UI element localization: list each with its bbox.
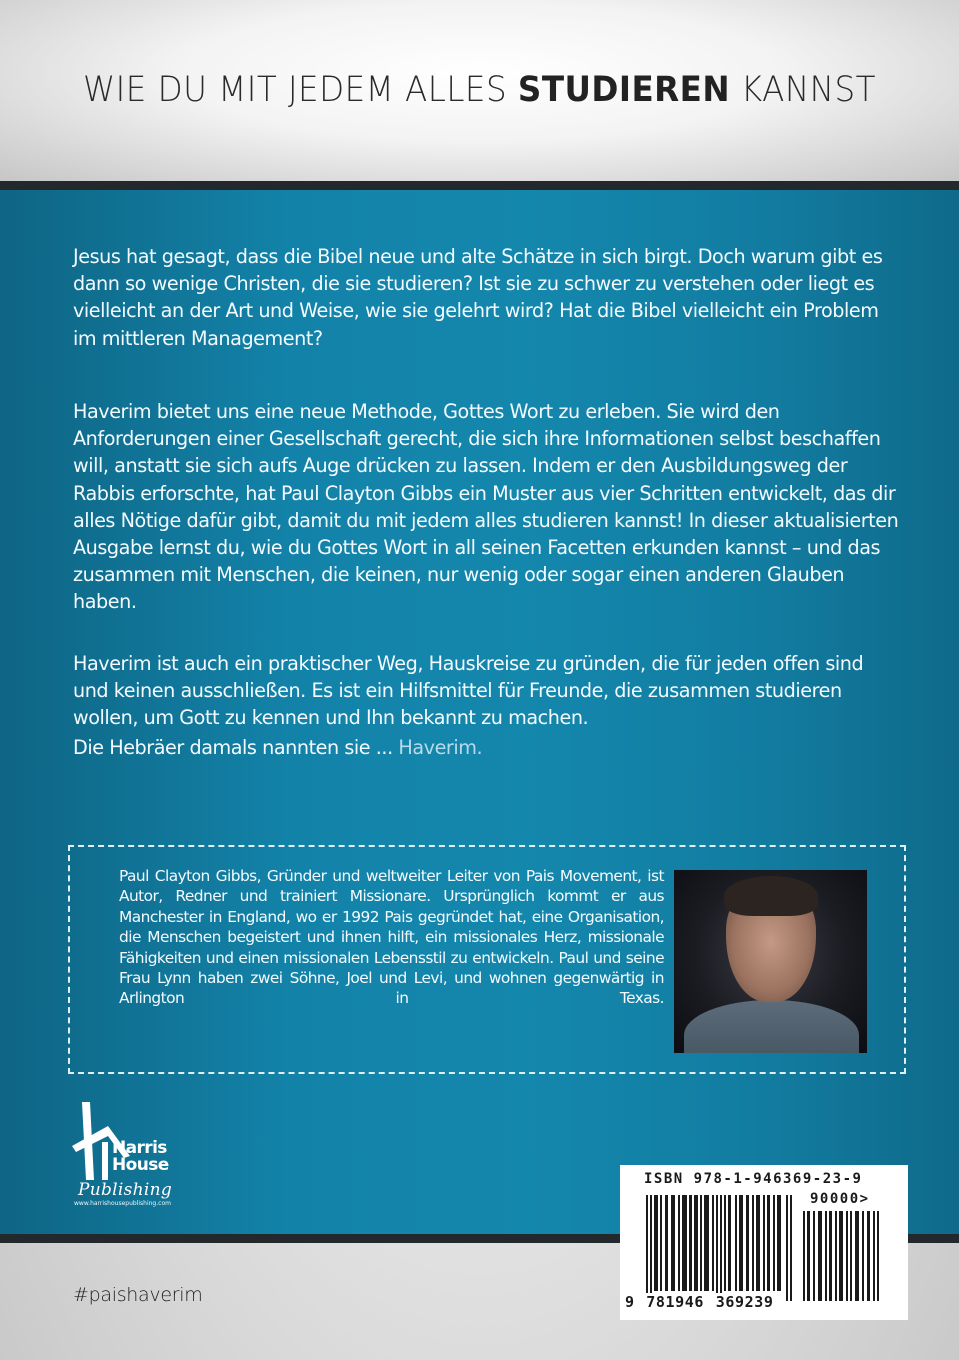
closing-highlight: Haverim. xyxy=(398,736,483,759)
publisher-name: Harris House xyxy=(112,1138,169,1175)
blurb-paragraph-2: Haverim bietet uns eine neue Methode, Gottes Wort zu erleben. Sie wird den Anforderungen einer Gesellschaft gerecht, die sich ihre Informationen selbst beschaffen will, anstatt sie sich aufs Auge drücken zu lassen. Indem er den Ausbildungsweg der Rabbis erforschte, hat Paul Clayton Gibbs ein Muster aus vier Schritten entwickelt, das dir alles Nötige dafür gibt, damit du mit jedem alles studieren kannst! In dieser aktualisierten Ausgabe lernst du, wie du Gottes Wort in all seinen Facetten erkunden kannst – und das zusammen mit Menschen, die keinen, nur wenig oder sogar einen anderen Glauben haben. xyxy=(73,400,899,614)
tagline-prefix: WIE DU MIT JEDEM ALLES xyxy=(83,70,518,110)
photo-hair xyxy=(724,876,818,916)
price-code: 90000> xyxy=(810,1191,870,1207)
blurb-paragraph-3: Haverim ist auch ein praktischer Weg, Hauskreise zu gründen, die für jeden offen sind und keinen ausschließen. Es ist ein Hilfsmittel für Freunde, die zusammen studieren wollen, um Gott zu kennen und Ihn bekannt zu machen. xyxy=(73,652,864,730)
author-bio: Paul Clayton Gibbs, Gründer und weltweiter Leiter von Pais Movement, ist Autor, Redner und trainiert Missionare. Ursprünglich kommt er aus Manchester in England, wo er 1992 Pais gegründet hat, eine Organisation, die Menschen begeistert und ihnen hilft, ein missionales Herz, missionale Fähigkeiten und einen missionalen Lebensstil zu entwickeln. Paul und seine Frau Lynn haben zwei Söhne, Joel und Levi, und wohnen gegenwärtig in Arlington in Texas. xyxy=(119,867,664,1008)
publisher-url: www.harrishousepublishing.com xyxy=(74,1200,171,1207)
isbn-label: ISBN 978-1-946369-23-9 xyxy=(644,1171,863,1187)
photo-shirt xyxy=(684,1000,859,1053)
cover-tagline xyxy=(34,70,926,110)
publisher-logo xyxy=(68,1100,208,1212)
isbn-barcode xyxy=(620,1165,908,1320)
author-photo xyxy=(674,870,867,1053)
publisher-subtitle: Publishing xyxy=(78,1180,173,1200)
barcode-bars-icon xyxy=(646,1195,792,1301)
hashtag: #paishaverim xyxy=(73,1284,203,1306)
barcode-addon-bars-icon xyxy=(803,1211,879,1301)
blurb-closing xyxy=(73,734,903,761)
closing-text: Die Hebräer damals nannten sie ... xyxy=(73,736,399,759)
tagline-emphasis: STUDIEREN xyxy=(517,70,731,110)
blurb-paragraph-1: Jesus hat gesagt, dass die Bibel neue und alte Schätze in sich birgt. Doch warum gibt es dann so wenige Christen, die sie studieren? Ist sie zu schwer zu verstehen oder liegt es vielleicht an der Art und Weise, wie sie gelehrt wird? Hat die Bibel vielleicht ein Problem im mittleren Management? xyxy=(73,245,883,350)
tagline-suffix: KANNST xyxy=(730,70,876,110)
barcode-digits: 9 781946 369239 xyxy=(625,1293,774,1311)
